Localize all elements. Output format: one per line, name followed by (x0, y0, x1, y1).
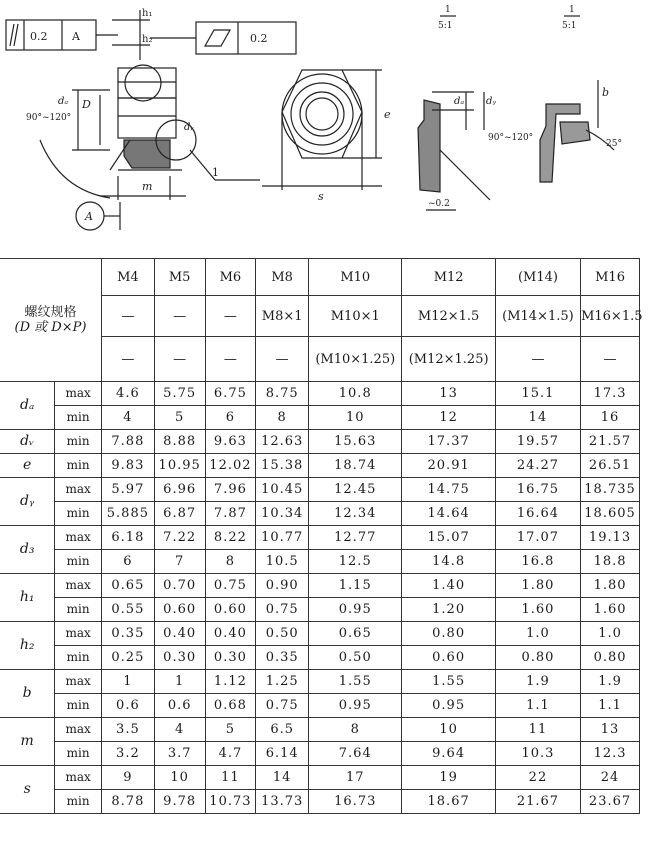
table-row (0, 382, 640, 406)
table-row (0, 646, 640, 670)
value-cell: 1.15 (309, 574, 402, 598)
value-cell: 1.0 (581, 622, 640, 646)
limit-label: max (55, 718, 102, 742)
value-cell: 10 (402, 718, 495, 742)
size-cell: M5 (154, 259, 205, 296)
value-cell: 23.67 (581, 790, 640, 814)
value-cell: 10 (154, 766, 205, 790)
value-cell: 14 (495, 406, 580, 430)
label-1: 1 (212, 166, 219, 179)
label-25: 25° (606, 139, 622, 149)
value-cell: 0.35 (256, 646, 309, 670)
value-cell: 1.12 (205, 670, 256, 694)
dimension-label: d₃ (0, 526, 55, 574)
value-cell: 9 (102, 766, 155, 790)
label-s: s (318, 190, 324, 203)
value-cell: 15.63 (309, 430, 402, 454)
value-cell: 6 (102, 550, 155, 574)
limit-label: min (55, 598, 102, 622)
value-cell: 15.1 (495, 382, 580, 406)
value-cell: 0.35 (102, 622, 155, 646)
value-cell: 5.75 (154, 382, 205, 406)
value-cell: 7.22 (154, 526, 205, 550)
thread-spec-label: 螺纹规格 (24, 305, 77, 320)
label-dy: dᵧ (486, 96, 497, 107)
table-row (0, 790, 640, 814)
value-cell: 7 (154, 550, 205, 574)
nut-hex-top-view (262, 70, 382, 190)
value-cell: 6.14 (256, 742, 309, 766)
value-cell: 1.9 (495, 670, 580, 694)
fine2-cell: — (205, 337, 256, 382)
value-cell: 14.64 (402, 502, 495, 526)
value-cell: 1.20 (402, 598, 495, 622)
value-cell: 0.30 (154, 646, 205, 670)
value-cell: 6.87 (154, 502, 205, 526)
value-cell: 10.3 (495, 742, 580, 766)
value-cell: 10.73 (205, 790, 256, 814)
label-b: b (602, 86, 610, 99)
value-cell: 9.64 (402, 742, 495, 766)
value-cell: 10.95 (154, 454, 205, 478)
size-cell: M12 (402, 259, 495, 296)
table-row (0, 598, 640, 622)
table-row (0, 766, 640, 790)
dimension-label: dᵧ (0, 478, 55, 526)
value-cell: 6.75 (205, 382, 256, 406)
thread-spec-header (0, 259, 102, 382)
value-cell: 18.67 (402, 790, 495, 814)
value-cell: 4 (154, 718, 205, 742)
value-cell: 24.27 (495, 454, 580, 478)
fine1-cell: M16×1.5 (581, 296, 640, 337)
dimension-label: dᵥ (0, 430, 55, 454)
dimension-label: m (0, 718, 55, 766)
table-row (0, 694, 640, 718)
nut-side-view (40, 65, 260, 230)
value-cell: 9.63 (205, 430, 256, 454)
label-angle2: 90°~120° (488, 133, 534, 143)
value-cell: 16.73 (309, 790, 402, 814)
value-cell: 0.60 (205, 598, 256, 622)
value-cell: 7.88 (102, 430, 155, 454)
fine1-cell: — (154, 296, 205, 337)
size-cell: M4 (102, 259, 155, 296)
fine2-cell: — (581, 337, 640, 382)
fine1-cell: (M14×1.5) (495, 296, 580, 337)
label-A: A (85, 210, 93, 223)
table-row (0, 454, 640, 478)
value-cell: 8.78 (102, 790, 155, 814)
value-cell: 1.25 (256, 670, 309, 694)
value-cell: 10.45 (256, 478, 309, 502)
value-cell: 20.91 (402, 454, 495, 478)
value-cell: 0.6 (102, 694, 155, 718)
value-cell: 17.07 (495, 526, 580, 550)
nut-technical-drawing (0, 0, 650, 255)
size-cell: M6 (205, 259, 256, 296)
scale2-num: 1 (569, 5, 575, 15)
value-cell: 11 (495, 718, 580, 742)
value-cell: 0.40 (205, 622, 256, 646)
value-cell: 7.87 (205, 502, 256, 526)
limit-label: min (55, 454, 102, 478)
value-cell: 21.57 (581, 430, 640, 454)
value-cell: 0.75 (256, 694, 309, 718)
value-cell: 1.1 (495, 694, 580, 718)
dimension-label: dₐ (0, 382, 55, 430)
detail-view-2 (540, 16, 614, 182)
label-h2: h₂ (142, 34, 153, 45)
value-cell: 16.8 (495, 550, 580, 574)
limit-label: max (55, 622, 102, 646)
value-cell: 4.7 (205, 742, 256, 766)
value-cell: 13 (402, 382, 495, 406)
value-cell: 3.7 (154, 742, 205, 766)
value-cell: 8 (205, 550, 256, 574)
value-cell: 0.90 (256, 574, 309, 598)
value-cell: 10.8 (309, 382, 402, 406)
limit-label: min (55, 694, 102, 718)
table-row (0, 430, 640, 454)
value-cell: 0.50 (256, 622, 309, 646)
table-row (0, 574, 640, 598)
value-cell: 6 (205, 406, 256, 430)
size-cell: M8 (256, 259, 309, 296)
value-cell: 26.51 (581, 454, 640, 478)
value-cell: 1.60 (495, 598, 580, 622)
flatness-tol-text: 0.2 (250, 32, 268, 45)
dimension-label: h₂ (0, 622, 55, 670)
fine1-cell: — (205, 296, 256, 337)
value-cell: 7.64 (309, 742, 402, 766)
fine2-cell: — (102, 337, 155, 382)
fine2-cell: — (256, 337, 309, 382)
limit-label: max (55, 526, 102, 550)
value-cell: 5 (205, 718, 256, 742)
value-cell: 9.78 (154, 790, 205, 814)
value-cell: 0.80 (581, 646, 640, 670)
value-cell: 8.22 (205, 526, 256, 550)
value-cell: 10.34 (256, 502, 309, 526)
value-cell: 1.55 (402, 670, 495, 694)
value-cell: 8 (256, 406, 309, 430)
limit-label: min (55, 502, 102, 526)
table-row (0, 622, 640, 646)
label-m: m (142, 180, 153, 193)
fine1-cell: M8×1 (256, 296, 309, 337)
value-cell: 5.97 (102, 478, 155, 502)
value-cell: 12 (402, 406, 495, 430)
limit-label: max (55, 670, 102, 694)
value-cell: 0.70 (154, 574, 205, 598)
header-row-sizes (0, 259, 640, 296)
fine2-cell: — (495, 337, 580, 382)
size-cell: M10 (309, 259, 402, 296)
value-cell: 0.95 (309, 694, 402, 718)
value-cell: 10.77 (256, 526, 309, 550)
frame-tol-text: 0.2 (30, 30, 48, 43)
value-cell: 21.67 (495, 790, 580, 814)
label-h1: h₁ (142, 8, 153, 19)
scale1-num: 1 (445, 5, 451, 15)
value-cell: 5 (154, 406, 205, 430)
value-cell: 16.64 (495, 502, 580, 526)
fine1-cell: M10×1 (309, 296, 402, 337)
value-cell: 10 (309, 406, 402, 430)
table-row (0, 718, 640, 742)
table-row (0, 406, 640, 430)
value-cell: 0.50 (309, 646, 402, 670)
value-cell: 1.0 (495, 622, 580, 646)
limit-label: min (55, 646, 102, 670)
value-cell: 4 (102, 406, 155, 430)
limit-label: min (55, 550, 102, 574)
value-cell: 1.60 (581, 598, 640, 622)
value-cell: 6.96 (154, 478, 205, 502)
scale1-den: 5:1 (438, 21, 453, 31)
table-row (0, 550, 640, 574)
scale2-den: 5:1 (562, 21, 577, 31)
value-cell: 12.02 (205, 454, 256, 478)
value-cell: 0.25 (102, 646, 155, 670)
value-cell: 6.5 (256, 718, 309, 742)
value-cell: 17.3 (581, 382, 640, 406)
table-row (0, 670, 640, 694)
value-cell: 15.38 (256, 454, 309, 478)
value-cell: 22 (495, 766, 580, 790)
dimension-label: e (0, 454, 55, 478)
limit-label: min (55, 406, 102, 430)
value-cell: 1.80 (495, 574, 580, 598)
value-cell: 0.60 (402, 646, 495, 670)
value-cell: 11 (205, 766, 256, 790)
value-cell: 15.07 (402, 526, 495, 550)
value-cell: 19 (402, 766, 495, 790)
value-cell: 14 (256, 766, 309, 790)
value-cell: 0.55 (102, 598, 155, 622)
limit-label: max (55, 766, 102, 790)
limit-label: min (55, 742, 102, 766)
size-cell: (M14) (495, 259, 580, 296)
value-cell: 12.45 (309, 478, 402, 502)
value-cell: 0.80 (495, 646, 580, 670)
value-cell: 13 (581, 718, 640, 742)
limit-label: min (55, 790, 102, 814)
value-cell: 1 (154, 670, 205, 694)
value-cell: 0.68 (205, 694, 256, 718)
dimension-label: b (0, 670, 55, 718)
label-angle: 90°~120° (26, 113, 72, 123)
label-D: D (82, 98, 91, 111)
value-cell: 16.75 (495, 478, 580, 502)
specification-table (0, 258, 643, 814)
value-cell: 0.30 (205, 646, 256, 670)
value-cell: 6.18 (102, 526, 155, 550)
dimension-label: s (0, 766, 55, 814)
value-cell: 3.2 (102, 742, 155, 766)
value-cell: 14.8 (402, 550, 495, 574)
value-cell: 3.5 (102, 718, 155, 742)
value-cell: 0.60 (154, 598, 205, 622)
value-cell: 13.73 (256, 790, 309, 814)
value-cell: 9.83 (102, 454, 155, 478)
thread-spec-sub: (D 或 D×P) (14, 320, 87, 335)
value-cell: 18.605 (581, 502, 640, 526)
flatness-frame (196, 22, 296, 54)
value-cell: 12.63 (256, 430, 309, 454)
value-cell: 24 (581, 766, 640, 790)
fine1-cell: — (102, 296, 155, 337)
value-cell: 12.5 (309, 550, 402, 574)
value-cell: 14.75 (402, 478, 495, 502)
fine2-cell: (M12×1.25) (402, 337, 495, 382)
table-row (0, 742, 640, 766)
value-cell: 0.65 (309, 622, 402, 646)
limit-label: max (55, 574, 102, 598)
value-cell: 1.55 (309, 670, 402, 694)
value-cell: 0.75 (205, 574, 256, 598)
label-dw: dᵥ (184, 122, 195, 133)
limit-label: min (55, 430, 102, 454)
label-tol2: ~0.2 (428, 199, 450, 209)
value-cell: 0.95 (309, 598, 402, 622)
value-cell: 0.65 (102, 574, 155, 598)
value-cell: 4.6 (102, 382, 155, 406)
value-cell: 12.77 (309, 526, 402, 550)
value-cell: 12.3 (581, 742, 640, 766)
value-cell: 8.88 (154, 430, 205, 454)
value-cell: 0.75 (256, 598, 309, 622)
value-cell: 18.8 (581, 550, 640, 574)
table-row (0, 502, 640, 526)
label-e: e (384, 108, 391, 121)
limit-label: max (55, 478, 102, 502)
value-cell: 0.40 (154, 622, 205, 646)
value-cell: 0.95 (402, 694, 495, 718)
value-cell: 17 (309, 766, 402, 790)
value-cell: 18.74 (309, 454, 402, 478)
label-da2: dₐ (454, 96, 465, 107)
fine2-cell: — (154, 337, 205, 382)
value-cell: 12.34 (309, 502, 402, 526)
frame-datum-text: A (72, 30, 80, 43)
value-cell: 0.80 (402, 622, 495, 646)
label-da: dₐ (58, 96, 69, 107)
value-cell: 1.40 (402, 574, 495, 598)
value-cell: 17.37 (402, 430, 495, 454)
value-cell: 10.5 (256, 550, 309, 574)
value-cell: 1.80 (581, 574, 640, 598)
value-cell: 19.57 (495, 430, 580, 454)
value-cell: 8.75 (256, 382, 309, 406)
value-cell: 7.96 (205, 478, 256, 502)
value-cell: 18.735 (581, 478, 640, 502)
value-cell: 5.885 (102, 502, 155, 526)
table-row (0, 478, 640, 502)
fine1-cell: M12×1.5 (402, 296, 495, 337)
tolerance-frame-left (6, 20, 118, 50)
table-row (0, 526, 640, 550)
value-cell: 16 (581, 406, 640, 430)
limit-label: max (55, 382, 102, 406)
value-cell: 1 (102, 670, 155, 694)
value-cell: 1.1 (581, 694, 640, 718)
value-cell: 0.6 (154, 694, 205, 718)
dimension-label: h₁ (0, 574, 55, 622)
fine2-cell: (M10×1.25) (309, 337, 402, 382)
value-cell: 1.9 (581, 670, 640, 694)
size-cell: M16 (581, 259, 640, 296)
value-cell: 19.13 (581, 526, 640, 550)
value-cell: 8 (309, 718, 402, 742)
detail-view-1 (418, 16, 490, 210)
